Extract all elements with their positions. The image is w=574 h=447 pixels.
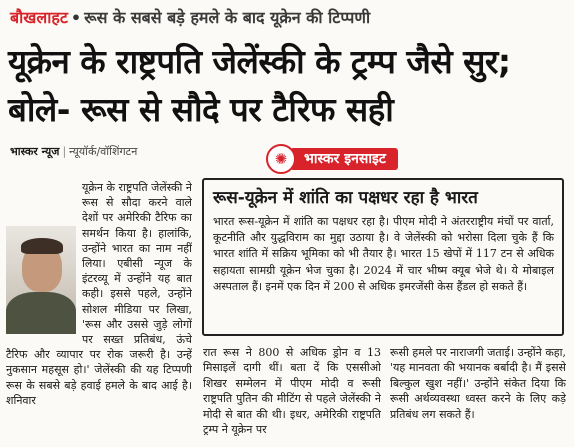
middle-column: रात रूस ने 800 से अधिक ड्रोन व 13 मिसाइलें दागी थीं। बता दें कि एससीओ शिखर सम्मेलन में पीएम मोदी व रूसी राष्ट्रपति पुतिन की मीटिंग से पहले जेलेंस्की ने मोदी से बात की थी। इधर, अमेरिकी राष्ट्रपति ट्रम्प ने यूक्रेन पर [203,346,381,437]
kicker [10,6,370,28]
byline [10,144,137,159]
kicker-text: रूस के सबसे बड़े हमले के बाद यूक्रेन की टिप्पणी [84,8,371,27]
bulb-icon: ✺ [266,144,296,174]
byline-location: न्यूयॉर्क/वॉशिंगटन [69,145,138,158]
byline-separator: | [62,145,67,158]
kicker-bullet: • [70,8,82,27]
headline: यूक्रेन के राष्ट्रपति जेलेंस्की के ट्रम्प जैसे सुर; बोले- रूस से सौदे पर टैरिफ सही [8,42,511,129]
insight-box [202,178,564,336]
insight-body: भारत रूस-यूक्रेन में शांति का पक्षधर रहा है। पीएम मोदी ने अंतरराष्ट्रीय मंचों पर वार्ता, कूटनीति और युद्धविराम का मुद्दा उठाया है। वे जेलेंस्की को भरोसा दिला चुके हैं कि भारत शांति में सक्रिय भूमिका को भी तैयार है। भारत 15 खेपों में 117 टन से अधिक सहायता सामग्री यूक्रेन भेज चुका है। 2024 में चार भीष्म क्यूब भेजे थे। ये मोबाइल अस्पताल हैं। इनमें एक दिन में 200 से अधिक इमरजेंसी केस हैंडल हो सकते हैं। [213,215,554,293]
kicker-label: बौखलाहट [10,8,68,27]
right-column: रूसी हमले पर नाराजगी जताई। उन्होंने कहा, 'यह मानवता की भयानक बर्बादी है। मैं इससे बिल्कुल खुश नहीं।' उन्होंने संकेत दिया कि रूसी अर्थव्यवस्था ध्वस्त करने के लिए कड़े प्रतिबंध लग सकते हैं। [390,346,566,421]
insight-badge-label: भास्कर इनसाइट [290,148,398,170]
left-column-text: यूक्रेन के राष्ट्रपति जेलेंस्की ने रूस से सौदा करने वाले देशों पर अमेरिकी टैरिफ का समर्थन किया है। हालांकि, उन्होंने भारत का नाम नहीं लिया। एबीसी न्यूज के इंटरव्यू में उन्होंने यह बात कही। इससे पहले, उन्होंने सोशल मीडिया पर लिखा, 'रूस और उससे जुड़े लोगों पर सख्त प्रतिबंध, ऊंचे टैरिफ और व्यापार पर रोक जरूरी है। उन्हें नुकसान महसूस हो।' जेलेंस्की की यह टिप्पणी रूस के सबसे बड़े हवाई हमले के बाद आई है। शनिवार [6,181,192,407]
zelensky-photo [6,226,76,334]
insight-title: रूस-यूक्रेन में शांति का पक्षधर रहा है भारत [213,188,478,208]
byline-source: भास्कर न्यूज [10,145,60,158]
insight-badge [266,144,506,174]
left-column [6,180,192,447]
